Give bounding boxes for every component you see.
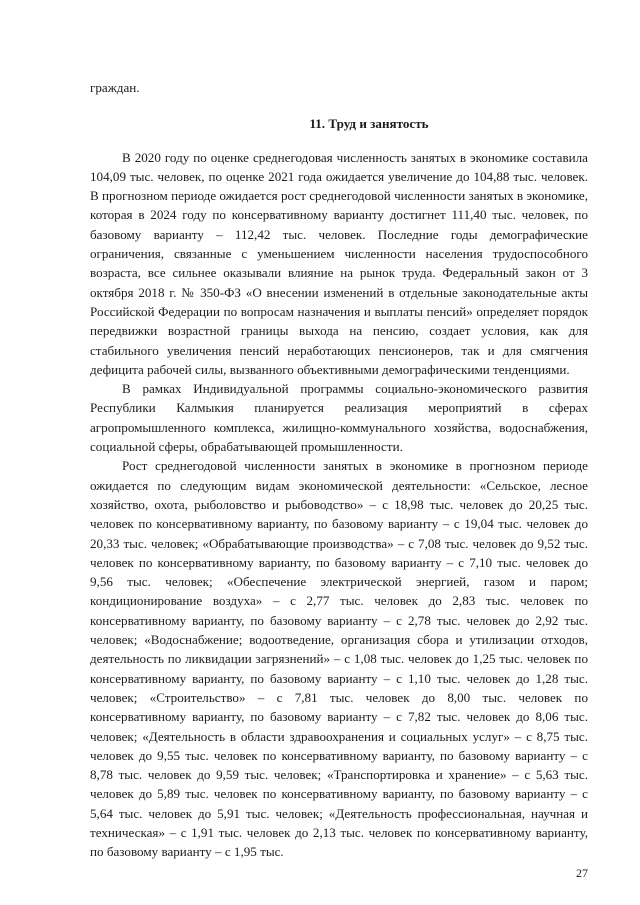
paragraph-growth-by-activity: Рост среднегодовой численности занятых в экономике в прогнозном периоде ожидается по следующим видам экономической деятельности: «Сельское, лесное хозяйство, охота, рыболовство и рыбоводство» – с 18,98 тыс. человек до 20,25 тыс. человек по консервативному варианту, по базовому варианту – с 19,04 тыс. человек до 20,33 тыс. человек; «Обрабатывающие производства» – с 7,08 тыс. человек до 9,52 тыс. человек по консервативному варианту, по базовому варианту – с 7,10 тыс. человек до 9,56 тыс. человек; «Обеспечение электрической энергией, газом и паром; кондиционирование воздуха» – с 2,77 тыс. человек до 2,83 тыс. человек по консервативному варианту, по базовому варианту – с 2,78 тыс. человек до 2,92 тыс. человек; «Водоснабжение; водоотведение, организация сбора и утилизации отходов, деятельность по ликвидации загрязнений» – с 1,08 тыс. человек до 1,25 тыс. человек по консервативному варианту, по базовому варианту – с 1,10 тыс. человек до 1,28 тыс. человек; «Строительство» – с 7,81 тыс. человек до 8,00 тыс. человек по консервативному варианту, по базовому варианту – с 7,82 тыс. человек до 8,06 тыс. человек; «Деятельность в области здравоохранения и социальных услуг» – с 8,75 тыс. человек до 9,55 тыс. человек по консервативному варианту, по базовому варианту – с 8,78 тыс. человек до 9,59 тыс. человек; «Транспортировка и хранение» – с 5,63 тыс. человек до 5,89 тыс. человек по консервативному варианту, по базовому варианту – с 5,64 тыс. человек до 5,91 тыс. человек; «Деятельность профессиональная, научная и техническая» – с 1,91 тыс. человек до 2,13 тыс. человек по консервативному варианту, по базовому варианту – с 1,95 тыс. bbox=[90, 458, 588, 860]
document-body bbox=[90, 78, 588, 862]
paragraph-individual-program: В рамках Индивидуальной программы социально-экономического развития Республики Калмыкия планируется реализация мероприятий в сферах агропромышленного комплекса, жилищно-коммунального хозяйства, водоснабжения, социальной сферы, обрабатывающей промышленности. bbox=[90, 381, 588, 455]
paragraph-employment-forecast: В 2020 году по оценке среднегодовая численность занятых в экономике составила 104,09 тыс. человек, по оценке 2021 года ожидается увеличение до 104,88 тыс. человек. В прогнозном периоде ожидается рост среднегодовой численности занятых в экономике, которая в 2024 году по консервативному варианту достигнет 111,40 тыс. человек, по базовому варианту – 112,42 тыс. человек. Последние годы демографические ограничения, связанные с уменьшением численности населения трудоспособного возраста, все сильнее оказывали влияние на рынок труда. Федеральный закон от 3 октября 2018 г. № 350-ФЗ «О внесении изменений в отдельные законодательные акты Российской Федерации по вопросам назначения и выплаты пенсий» определяет порядок передвижки возрастной границы выхода на пенсию, создает условия, как для стабильного увеличения пенсий неработающих пенсионеров, так и для смягчения дефицита рабочей силы, вызванного объективными демографическими тенденциями. bbox=[90, 149, 588, 377]
page-number: 27 bbox=[576, 866, 588, 880]
lead-fragment: граждан. bbox=[90, 80, 140, 95]
section-heading: 11. Труд и занятость bbox=[309, 116, 429, 132]
